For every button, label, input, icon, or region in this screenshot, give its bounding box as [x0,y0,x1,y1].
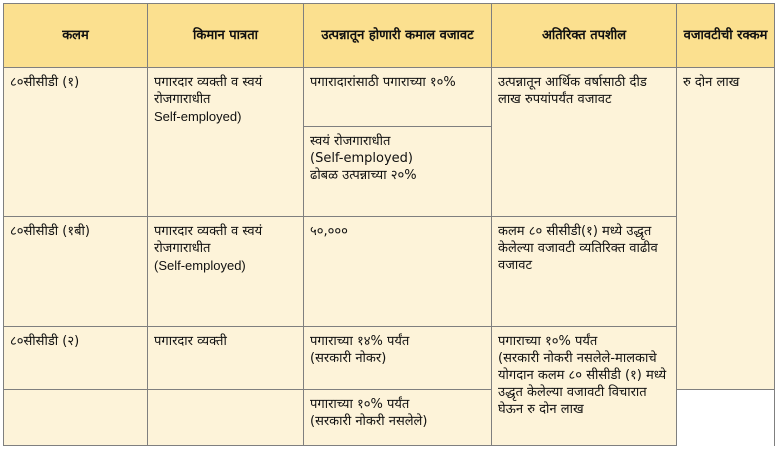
header-row [4,4,775,68]
header-section: कलम [4,4,148,68]
eligibility-cell: पगारदार व्यक्ती [148,327,304,390]
deduction-cell: स्वयं रोजगाराधीत (Self-employed) ढोबळ उत्पन्नाच्या २०% [304,127,492,217]
details-cell: पगाराच्या १०% पर्यंत (सरकारी नोकरी नसलेले-मालकाचे योगदान कलम ८० सीसीडी (१) मध्ये उद्धृत केलेल्या वजावटी विचारात घेऊन रु दोन लाख [492,327,677,446]
eligibility-note: Self-employed) [154,109,242,124]
details-cell: उत्पन्नातून आर्थिक वर्षासाठी दीड लाख रुपयांपर्यंत वजावट [492,68,677,217]
details-cell: कलम ८० सीसीडी(१) मध्ये उद्धृत केलेल्या वजावटी व्यतिरिक्त वाढीव वजावट [492,217,677,327]
amount-cell: रु दोन लाख [677,68,775,390]
header-amount: वजावटीची रक्कम [677,4,775,68]
section-cell-empty [4,390,148,446]
deduction-cell: पगारादारांसाठी पगाराच्या १०% [304,68,492,127]
eligibility-cell [148,68,304,217]
section-cell: ८०सीसीडी (१बी) [4,217,148,327]
header-max-deduction: उत्पन्नातून होणारी कमाल वजावट [304,4,492,68]
header-eligibility: किमान पात्रता [148,4,304,68]
eligibility-cell-empty [148,390,304,446]
deduction-cell: पगाराच्या १०% पर्यंत (सरकारी नोकरी नसलेले) [304,390,492,446]
eligibility-text: पगारदार व्यक्ती व स्वयं रोजगाराधीत [154,224,263,256]
table-row [4,217,775,327]
eligibility-text: पगारदार व्यक्ती व स्वयं रोजगाराधीत [154,75,263,107]
eligibility-cell [148,217,304,327]
tax-deduction-table [3,3,775,446]
eligibility-note: (Self-employed) [154,258,246,273]
deduction-cell: ५०,००० [304,217,492,327]
table-row [4,68,775,127]
table-row [4,327,775,390]
section-cell: ८०सीसीडी (२) [4,327,148,390]
header-details: अतिरिक्त तपशील [492,4,677,68]
section-cell: ८०सीसीडी (१) [4,68,148,217]
deduction-cell: पगाराच्या १४% पर्यंत (सरकारी नोकर) [304,327,492,390]
